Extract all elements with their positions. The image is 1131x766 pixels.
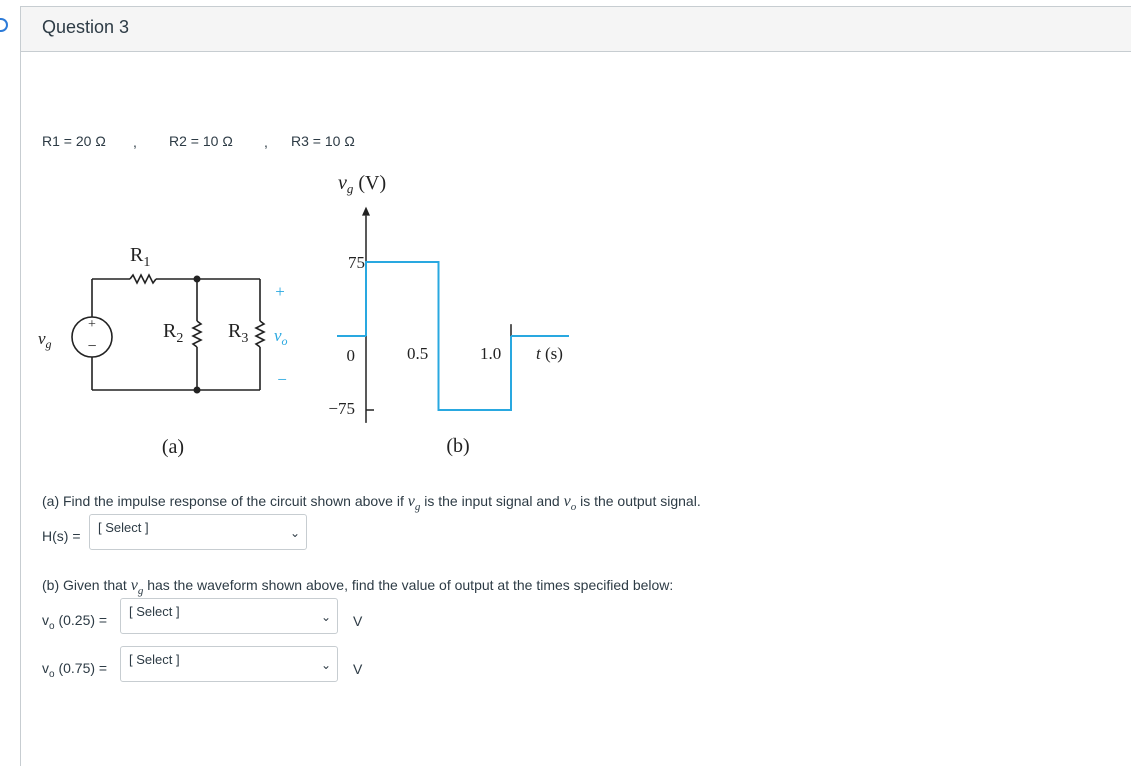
caption-a: (a) — [161, 436, 185, 458]
x-axis-label: t (s) — [536, 344, 563, 363]
source-plus: + — [88, 317, 96, 332]
series-line-pulse — [366, 262, 511, 410]
caption-b: (b) — [446, 435, 470, 457]
resistor-r2 — [193, 321, 201, 347]
vo2-label: $v_o$ (0.75) = — [42, 660, 108, 680]
tick-label-0: 0 — [346, 346, 355, 365]
vo1-unit: V — [353, 613, 363, 629]
vo1-label: $v_o$ (0.25) = — [42, 612, 108, 632]
separator: , — [133, 134, 137, 150]
vo2-unit: V — [353, 661, 363, 677]
label-r3: $R_3$ — [228, 320, 249, 346]
given-r3: R3 = 10 Ω — [291, 133, 355, 149]
resistor-r3 — [256, 321, 264, 347]
given-r1: R1 = 20 Ω — [42, 133, 106, 149]
hs-select[interactable] — [89, 514, 307, 550]
vo-minus: − — [277, 370, 287, 389]
chevron-down-icon: ⌄ — [321, 658, 332, 672]
part-a-prompt: (a) Find the impulse response of the circuit shown above if $v_g$ is the input signal and $v_o$ is the output signal. — [42, 493, 701, 513]
resistor-r1 — [130, 275, 156, 283]
label-r2: $R_2$ — [163, 320, 184, 346]
label-vo: $v_o$ — [274, 326, 288, 348]
tick-label-1-0: 1.0 — [480, 344, 502, 363]
hs-label: H(s) = — [42, 528, 81, 544]
bookmark-flag-icon[interactable] — [0, 18, 8, 32]
node-dot — [194, 387, 201, 394]
chevron-down-icon: ⌄ — [321, 610, 332, 624]
circuit-diagram — [30, 235, 310, 465]
tick-label-75: 75 — [348, 253, 365, 272]
vo1-select[interactable] — [120, 598, 338, 634]
y-axis-label: $v_g$ (V) — [338, 172, 387, 196]
separator: , — [264, 134, 268, 150]
question-title: Question 3 — [42, 17, 130, 37]
given-r2: R2 = 10 Ω — [169, 133, 233, 149]
label-vg: $v_g$ — [38, 329, 52, 351]
tick-label-neg75: −75 — [328, 399, 355, 418]
node-dot — [194, 276, 201, 283]
label-r1: $R_1$ — [130, 244, 151, 270]
tick-label-0-5: 0.5 — [407, 344, 429, 363]
waveform-chart — [310, 165, 600, 465]
y-axis-arrow — [362, 207, 370, 216]
chevron-down-icon: ⌄ — [290, 526, 301, 540]
vo-plus: + — [275, 282, 285, 301]
vo2-select[interactable] — [120, 646, 338, 682]
part-b-prompt: (b) Given that $v_g$ has the waveform shown above, find the value of output at the times specified below: — [42, 577, 674, 597]
source-minus: − — [87, 338, 97, 355]
question-header — [21, 7, 1131, 52]
